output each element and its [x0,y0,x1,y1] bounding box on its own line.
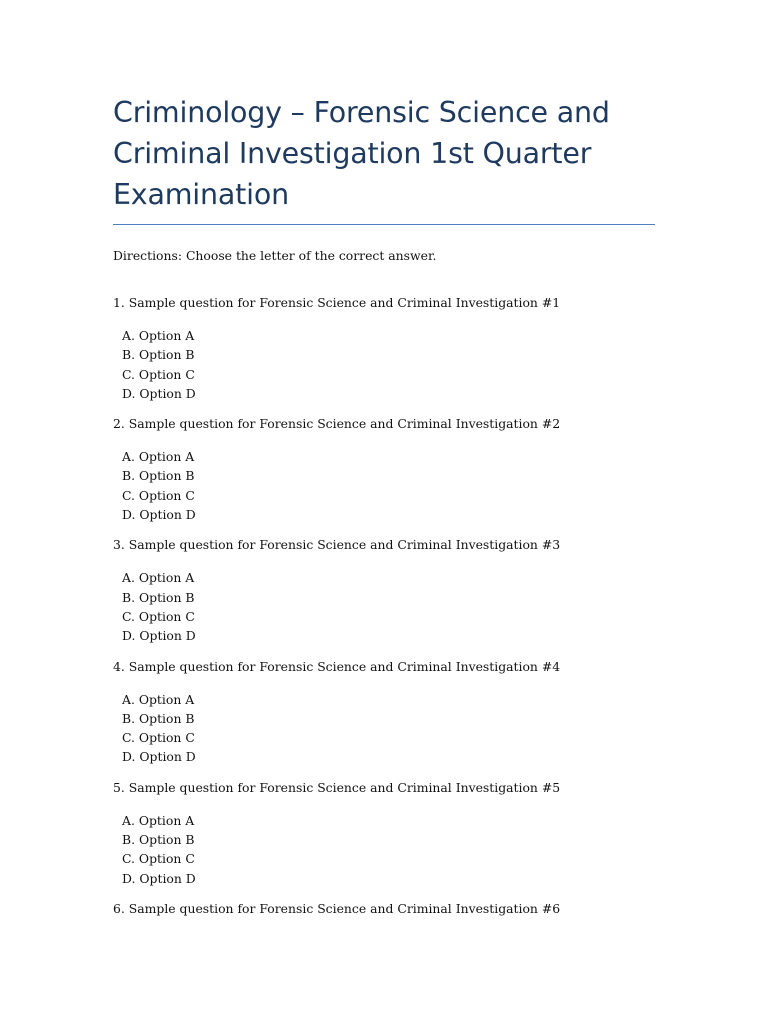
option-a: A. Option A [122,328,195,343]
question-1 [113,294,655,403]
question-text: 6. Sample question for Forensic Science and Criminal Investigation #6 [113,900,561,916]
question-text: 5. Sample question for Forensic Science and Criminal Investigation #5 [113,779,561,795]
question-3 [113,536,655,645]
question-list [113,294,655,918]
option-c: C. Option C [122,730,195,746]
option-a: A. Option A [122,812,195,828]
directions-text: Directions: Choose the letter of the correct answer. [113,248,437,263]
question-text: 2. Sample question for Forensic Science and Criminal Investigation #2 [113,416,561,432]
question-text: 3. Sample question for Forensic Science and Criminal Investigation #3 [113,537,561,553]
option-b: B. Option B [122,832,195,848]
option-list [113,690,655,767]
option-a: A. Option A [122,691,195,707]
question-4 [113,658,655,767]
option-c: C. Option C [122,487,195,503]
option-c: C. Option C [122,366,195,382]
question-2 [113,415,655,524]
option-b: B. Option B [122,468,195,484]
option-a: A. Option A [122,449,195,465]
option-list [113,447,655,524]
option-b: B. Option B [122,710,195,726]
document-title: Criminology – Forensic Science and Criminal Investigation 1st Quarter Examination [113,96,610,211]
option-list [113,568,655,645]
option-a: A. Option A [122,570,195,586]
option-c: C. Option C [122,608,195,624]
title-divider [113,224,655,225]
question-5 [113,779,655,888]
option-d: D. Option D [122,385,196,401]
question-text: 4. Sample question for Forensic Science and Criminal Investigation #4 [113,658,561,674]
option-list [113,326,655,403]
option-c: C. Option C [122,851,195,867]
option-d: D. Option D [122,507,196,523]
option-d: D. Option D [122,749,196,765]
option-list [113,811,655,888]
option-d: D. Option D [122,628,196,644]
option-b: B. Option B [122,589,195,605]
question-6 [113,900,655,918]
option-b: B. Option B [122,347,195,363]
question-text: 1. Sample question for Forensic Science and Criminal Investigation #1 [113,295,561,310]
option-d: D. Option D [122,870,196,886]
document-page [113,92,655,918]
